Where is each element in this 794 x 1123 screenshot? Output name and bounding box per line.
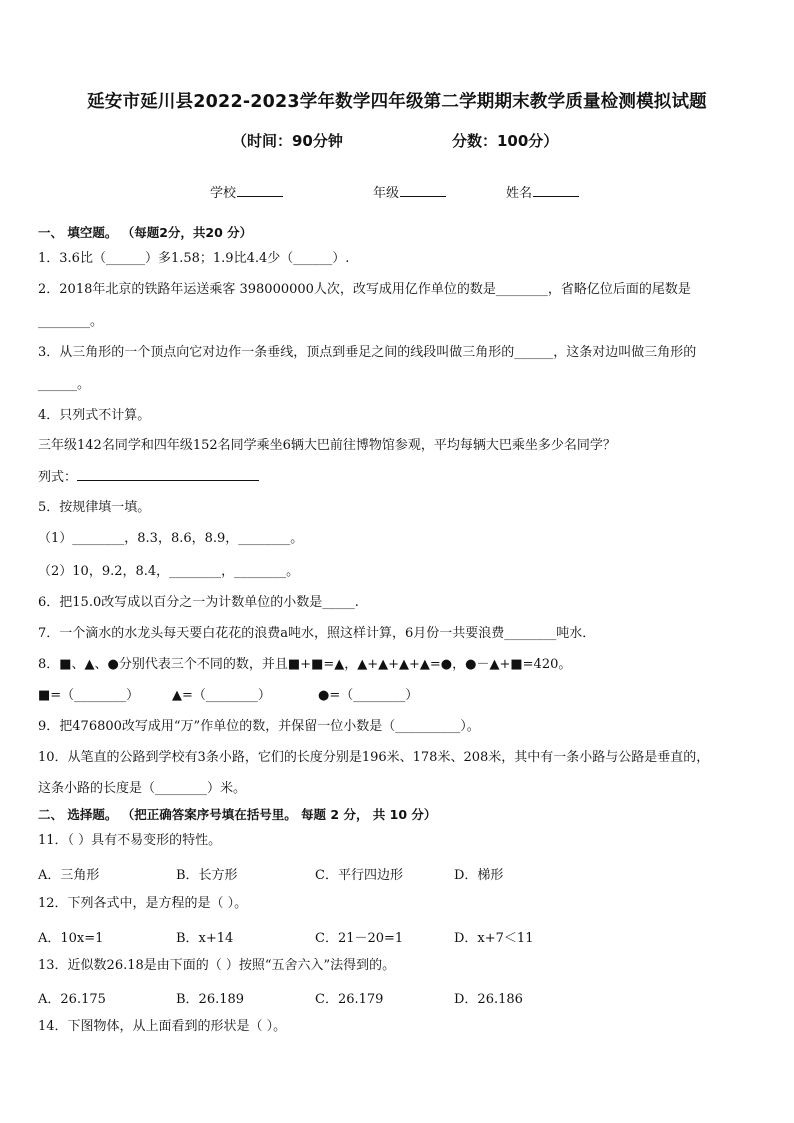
question-2-continued: ________。 bbox=[38, 314, 104, 329]
section-1-heading: 一、 填空题。 （每题2分，共20 分） bbox=[38, 225, 253, 240]
total-score: 分数：100分） bbox=[452, 132, 559, 150]
question-5-part-1: （1）________，8.3，8.6，8.9，________。 bbox=[38, 531, 304, 546]
question-7: 7．一个滴水的水龙头每天要白花花的浪费a吨水，照这样计算，6月份一共要浪费________吨水． bbox=[38, 626, 596, 641]
page-title: 延安市延川县2022-2023学年数学四年级第二学期期末教学质量检测模拟试题 bbox=[87, 92, 707, 112]
question-12-option-b[interactable]: B．x+14 bbox=[176, 931, 234, 946]
question-14: 14．下图物体，从上面看到的形状是（ ）。 bbox=[38, 1019, 287, 1034]
question-12: 12．下列各式中，是方程的是（ ）。 bbox=[38, 896, 248, 911]
question-12-option-a[interactable]: A．10x=1 bbox=[38, 931, 104, 946]
question-11-option-a[interactable]: A．三角形 bbox=[38, 868, 100, 883]
question-3: 3．从三角形的一个顶点向它对边作一条垂线，顶点到垂足之间的线段叫做三角形的______，这条对边叫做三角形的 bbox=[38, 345, 697, 360]
section-2-heading: 二、 选择题。 （把正确答案序号填在括号里。 每题 2 分， 共 10 分） bbox=[38, 807, 437, 822]
question-4: 4．只列式不计算。 bbox=[38, 408, 151, 423]
question-11: 11．（ ）具有不易变形的特性。 bbox=[38, 833, 222, 848]
question-13-option-c[interactable]: C．26.179 bbox=[315, 992, 384, 1007]
question-13-option-a[interactable]: A．26.175 bbox=[38, 992, 106, 1007]
question-2: 2．2018年北京的铁路年运送乘客 398000000人次，改写成用亿作单位的数是________，省略亿位后面的尾数是 bbox=[38, 282, 691, 297]
school-blank[interactable] bbox=[237, 184, 283, 197]
name-blank[interactable] bbox=[533, 184, 579, 197]
school-label: 学校 bbox=[210, 186, 237, 201]
question-3-continued: ______。 bbox=[38, 377, 91, 392]
question-8-square: ■=（________） bbox=[38, 688, 140, 703]
name-label: 姓名 bbox=[506, 186, 533, 201]
question-8: 8．■、▲、●分别代表三个不同的数，并且■+■=▲，▲+▲+▲+▲=●，●－▲+■=420。 bbox=[38, 657, 572, 672]
answer-blank[interactable] bbox=[77, 468, 259, 481]
question-5: 5．按规律填一填。 bbox=[38, 500, 151, 515]
time-limit: （时间：90分钟 bbox=[232, 132, 343, 150]
question-4-answer bbox=[38, 468, 259, 487]
question-10: 10．从笔直的公路到学校有3条小路，它们的长度分别是196米、178米、208米，其中有一条小路与公路是垂直的， bbox=[38, 750, 710, 765]
school-field bbox=[210, 182, 283, 201]
question-9: 9．把476800改写成用“万”作单位的数，并保留一位小数是（__________）。 bbox=[38, 719, 480, 734]
grade-label: 年级 bbox=[373, 186, 400, 201]
question-11-option-d[interactable]: D．梯形 bbox=[454, 868, 504, 883]
question-5-part-2: （2）10，9.2，8.4，________，________。 bbox=[38, 564, 300, 579]
grade-blank[interactable] bbox=[400, 184, 446, 197]
answer-label: 列式： bbox=[38, 470, 78, 485]
question-13-option-b[interactable]: B．26.189 bbox=[176, 992, 245, 1007]
question-6: 6．把15.0改写成以百分之一为计数单位的小数是_____. bbox=[38, 595, 359, 610]
question-8-circle: ●=（________） bbox=[318, 688, 419, 703]
question-10-continued: 这条小路的长度是（________）米。 bbox=[38, 781, 247, 796]
question-11-option-c[interactable]: C．平行四边形 bbox=[315, 868, 403, 883]
question-13-option-d[interactable]: D．26.186 bbox=[454, 992, 523, 1007]
question-8-triangle: ▲=（________） bbox=[172, 688, 271, 703]
name-field bbox=[506, 182, 579, 201]
question-13: 13．近似数26.18是由下面的（ ）按照“五舍六入”法得到的。 bbox=[38, 958, 396, 973]
question-11-option-b[interactable]: B．长方形 bbox=[176, 868, 238, 883]
question-4-text: 三年级142名同学和四年级152名同学乘坐6辆大巴前往博物馆参观，平均每辆大巴乘坐多少名同学？ bbox=[38, 438, 616, 453]
grade-field bbox=[373, 182, 446, 201]
question-1: 1．3.6比（______）多1.58；1.9比4.4少（______）. bbox=[38, 251, 350, 266]
question-12-option-c[interactable]: C．21－20=1 bbox=[315, 931, 404, 946]
question-12-option-d[interactable]: D．x+7＜11 bbox=[454, 931, 534, 946]
